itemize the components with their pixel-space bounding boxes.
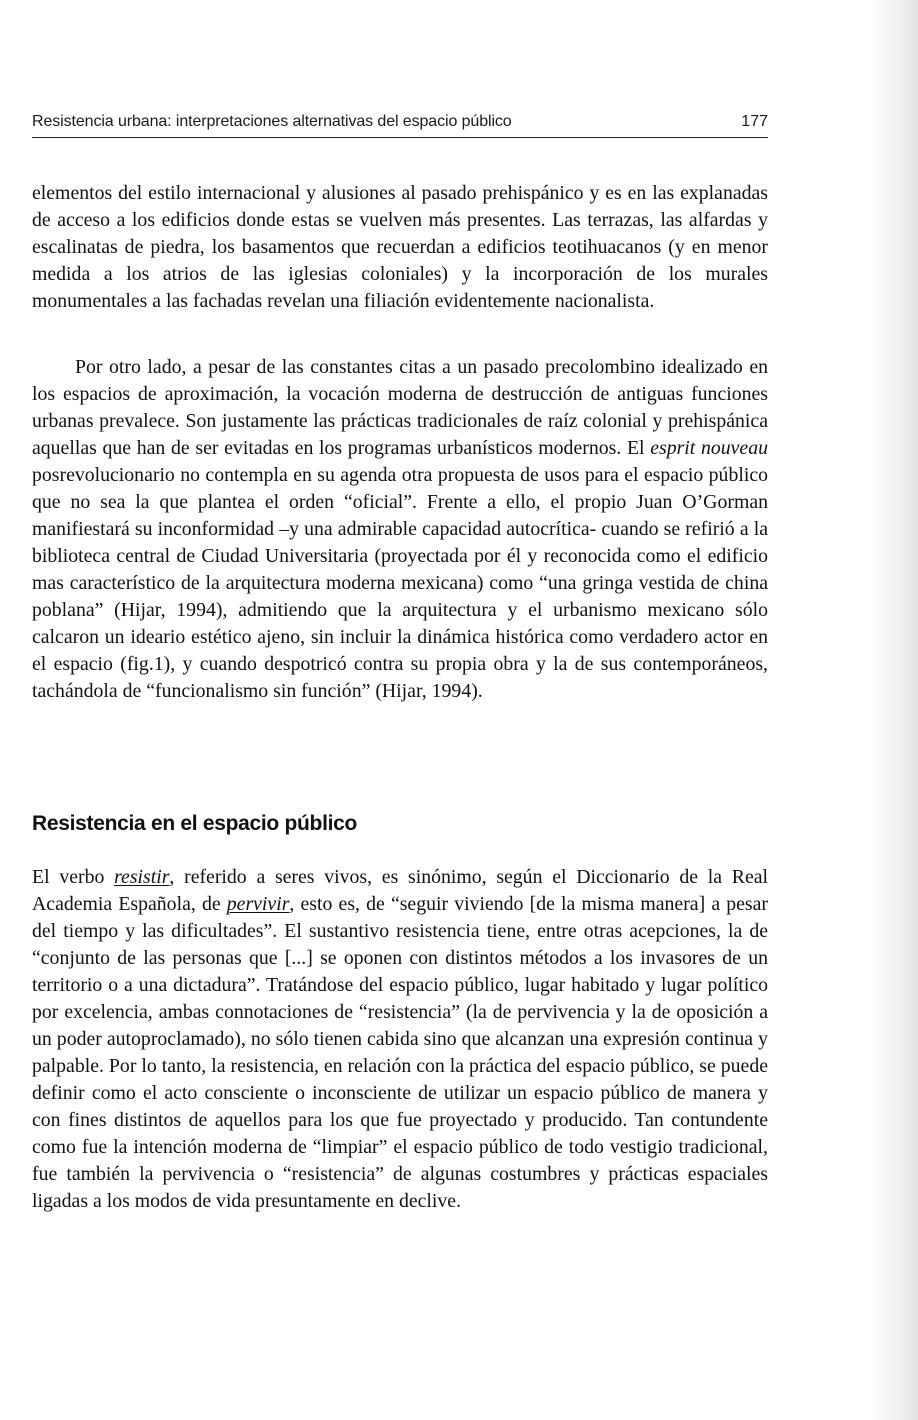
section-heading: Resistencia en el espacio público	[32, 812, 358, 835]
paragraph-3-text-b: , referido a seres vivos, es sinónimo, según el Diccionario de la Real Academia Española, de	[32, 866, 768, 915]
paragraph-3-italic-pervivir: pervivir	[226, 893, 290, 915]
paragraph-1: elementos del estilo internacional y alusiones al pasado prehispánico y es en las explanadas de acceso a los edificios donde estas se vuelven más presentes. Las terrazas, las alfardas y escalinatas de piedra, los basamentos que recuerdan a edificios teotihuacanos (y en menor medida a los atrios de las iglesias coloniales) y la incorporación de los murales monumentales a las fachadas revelan una filiación evidentemente nacionalista.	[32, 182, 768, 312]
page-edge-shadow	[870, 0, 918, 1420]
paragraph-2-text-b: posrevolucionario no contempla en su agenda otra propuesta de usos para el espacio público que no sea la que plantea el orden “oficial”. Frente a ello, el propio Juan O’Gorman manifiestará su inconformidad –y una admirable capacidad autocrítica- cuando se refirió a la biblioteca central de Ciudad Universitaria (proyectada por él y reconocida como el edificio mas característico de la arquitectura moderna mexicana) como “una gringa vestida de china poblana” (Hijar, 1994), admitiendo que la arquitectura y el urbanismo mexicano sólo calcaron un ideario estético ajeno, sin incluir la dinámica histórica como verdadero actor en el espacio (fig.1), y cuando despotricó contra su propia obra y la de sus contemporáneos, tachándola de “funcionalismo sin función” (Hijar, 1994).	[32, 464, 768, 702]
paragraph-2	[32, 354, 768, 705]
paragraph-3-italic-resistir: resistir	[114, 866, 170, 888]
page-number: 177	[741, 113, 768, 130]
running-header	[32, 111, 768, 138]
paragraph-2-text-a: Por otro lado, a pesar de las constantes citas a un pasado precolombino idealizado en los espacios de aproximación, la vocación moderna de destrucción de antiguas funciones urbanas prevalece. Son justamente las prácticas tradicionales de raíz colonial y prehispánica aquellas que han de ser evitadas en los programas urbanísticos modernos. El	[32, 356, 768, 459]
paragraph-3	[32, 864, 768, 1215]
paragraph-3-text-c: , esto es, de “seguir viviendo [de la misma manera] a pesar del tiempo y las dificultades”. El sustantivo resistencia tiene, entre otras acepciones, la de “conjunto de las personas que [...] se oponen con distintos métodos a los invasores de un territorio o a una dictadura”. Tratándose del espacio público, lugar habitado y lugar político por excelencia, ambas connotaciones de “resistencia” (la de pervivencia y la de oposición a un poder autoproclamado), no sólo tienen cabida sino que alcanzan una expresión continua y palpable. Por lo tanto, la resistencia, en relación con la práctica del espacio público, se puede definir como el acto consciente o inconsciente de utilizar un espacio público de manera y con fines distintos de aquellos para los que fue proyectado y producido. Tan contundente como fue la intención moderna de “limpiar” el espacio público de todo vestigio tradicional, fue también la pervivencia o “resistencia” de algunas costumbres y prácticas espaciales ligadas a los modos de vida presuntamente en declive.	[32, 893, 768, 1212]
paragraph-3-text-a: El verbo	[32, 866, 115, 888]
paragraph-2-italic: esprit nouveau	[650, 437, 768, 459]
running-header-title: Resistencia urbana: interpretaciones alternativas del espacio público	[32, 113, 512, 130]
